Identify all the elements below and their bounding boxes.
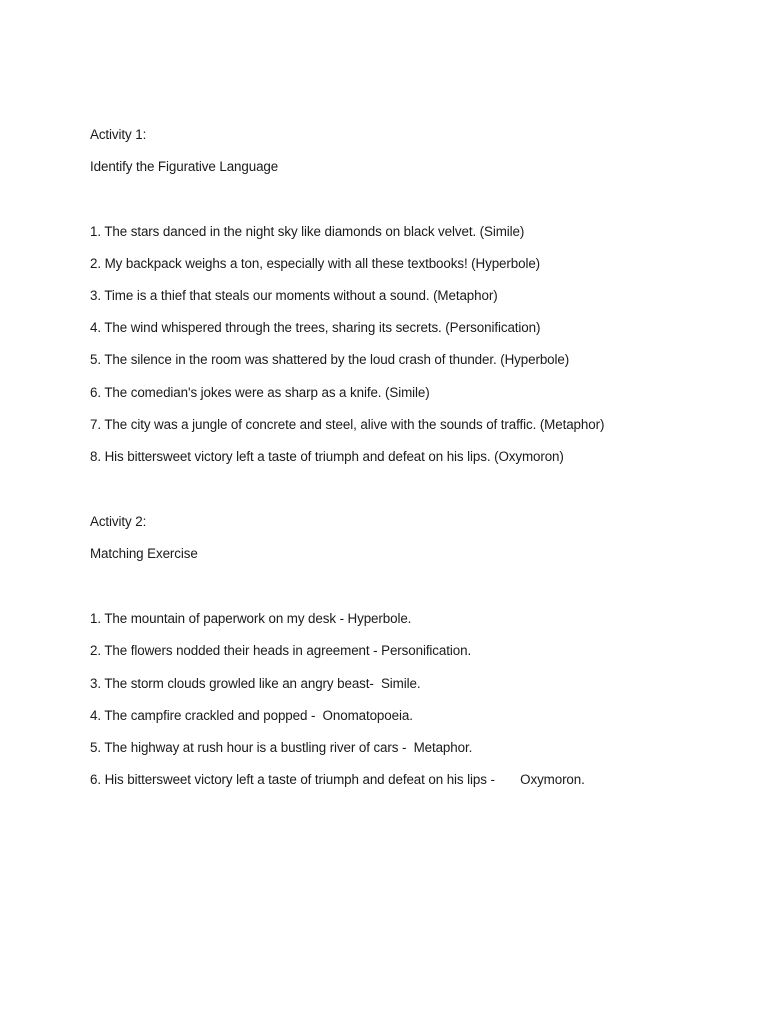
activity-2-item: 6. His bittersweet victory left a taste of triumph and defeat on his lips - Oxymoron. (90, 772, 585, 787)
activity-1-item: 4. The wind whispered through the trees, sharing its secrets. (Personification) (90, 320, 541, 335)
activity-1-item: 3. Time is a thief that steals our moments without a sound. (Metaphor) (90, 288, 498, 303)
activity-1-item: 7. The city was a jungle of concrete and steel, alive with the sounds of traffic. (Metaphor) (90, 417, 605, 432)
activity-2-item: 4. The campfire crackled and popped - Onomatopoeia. (90, 708, 413, 723)
activity-1-item: 5. The silence in the room was shattered by the loud crash of thunder. (Hyperbole) (90, 352, 570, 367)
activity-2-subtitle: Matching Exercise (90, 546, 198, 561)
activity-1-item: 8. His bittersweet victory left a taste of triumph and defeat on his lips. (Oxymoron) (90, 449, 564, 464)
activity-2-item: 3. The storm clouds growled like an angry beast- Simile. (90, 676, 421, 691)
activity-1-item: 6. The comedian's jokes were as sharp as a knife. (Simile) (90, 385, 430, 400)
activity-1-heading: Activity 1: (90, 127, 147, 142)
activity-1-item: 1. The stars danced in the night sky like diamonds on black velvet. (Simile) (90, 224, 525, 239)
activity-2-item: 2. The flowers nodded their heads in agreement - Personification. (90, 643, 472, 658)
activity-1-subtitle: Identify the Figurative Language (90, 159, 279, 174)
activity-1-item: 2. My backpack weighs a ton, especially with all these textbooks! (Hyperbole) (90, 256, 541, 271)
activity-2-heading: Activity 2: (90, 514, 147, 529)
activity-2-item: 1. The mountain of paperwork on my desk - Hyperbole. (90, 611, 412, 626)
activity-2-item: 5. The highway at rush hour is a bustling river of cars - Metaphor. (90, 740, 473, 755)
